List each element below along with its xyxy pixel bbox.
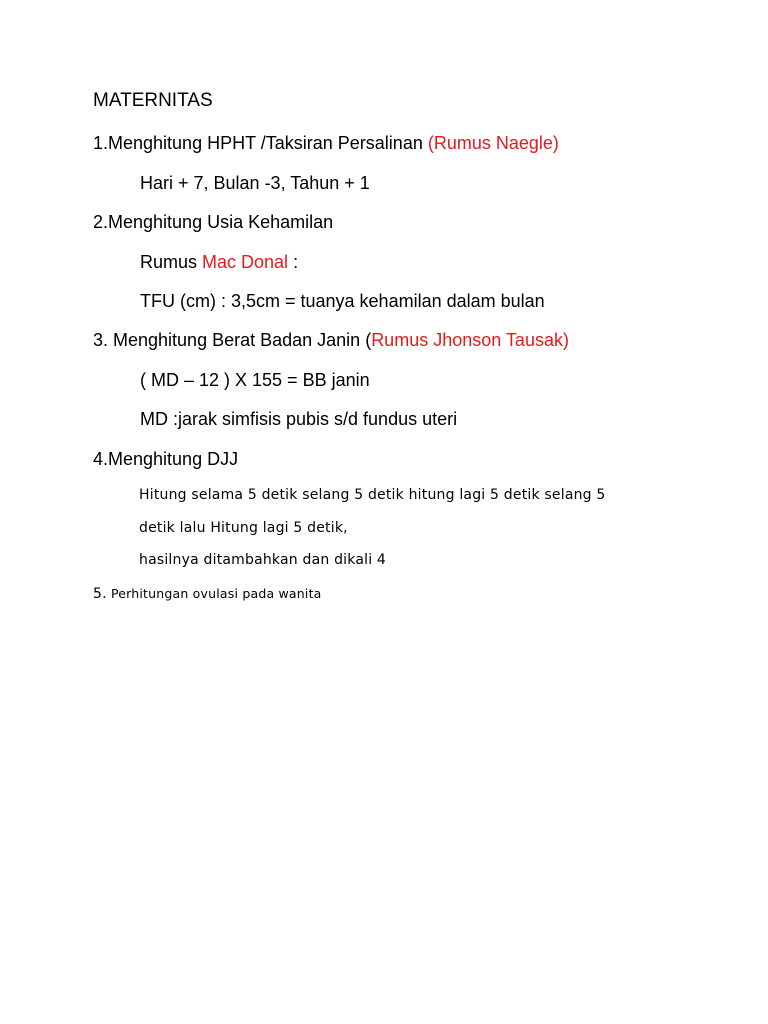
item5-line <box>93 586 322 602</box>
item1-heading: 1.Menghitung HPHT /Taksiran Persalinan <box>93 133 428 153</box>
item3-note: MD :jarak simfisis pubis s/d fundus uteri <box>140 409 458 429</box>
item2-rumus-prefix: Rumus <box>140 252 203 272</box>
item1-method: (Rumus Naegle) <box>427 133 559 153</box>
item3-method: Rumus Jhonson Tausak) <box>371 330 569 350</box>
item2-formula: TFU (cm) : 3,5cm = tuanya kehamilan dalam bulan <box>140 291 545 311</box>
item4-line3: hasilnya ditambahkan dan dikali 4 <box>139 552 387 568</box>
item1-formula: Hari + 7, Bulan -3, Tahun + 1 <box>140 173 370 193</box>
item2-heading: 2.Menghitung Usia Kehamilan <box>93 212 334 232</box>
item4-line2: detik lalu Hitung lagi 5 detik, <box>139 520 348 536</box>
item4-line1: Hitung selama 5 detik selang 5 detik hitung lagi 5 detik selang 5 <box>139 487 606 503</box>
item2-rumus-suffix: : <box>288 252 299 272</box>
item2-rumus-name: Mac Donal <box>202 252 289 272</box>
item3-formula: ( MD – 12 ) X 155 = BB janin <box>140 370 370 390</box>
item1-heading-line <box>93 132 559 154</box>
item3-heading-line <box>93 329 569 351</box>
item2-rumus-line <box>140 251 298 273</box>
item3-heading-prefix: 3. Menghitung Berat Badan Janin ( <box>93 330 372 350</box>
item5-text: Perhitungan ovulasi pada wanita <box>106 586 322 601</box>
document-title: MATERNITAS <box>93 90 213 111</box>
item5-number: 5. <box>93 586 107 602</box>
item4-heading: 4.Menghitung DJJ <box>93 449 239 469</box>
